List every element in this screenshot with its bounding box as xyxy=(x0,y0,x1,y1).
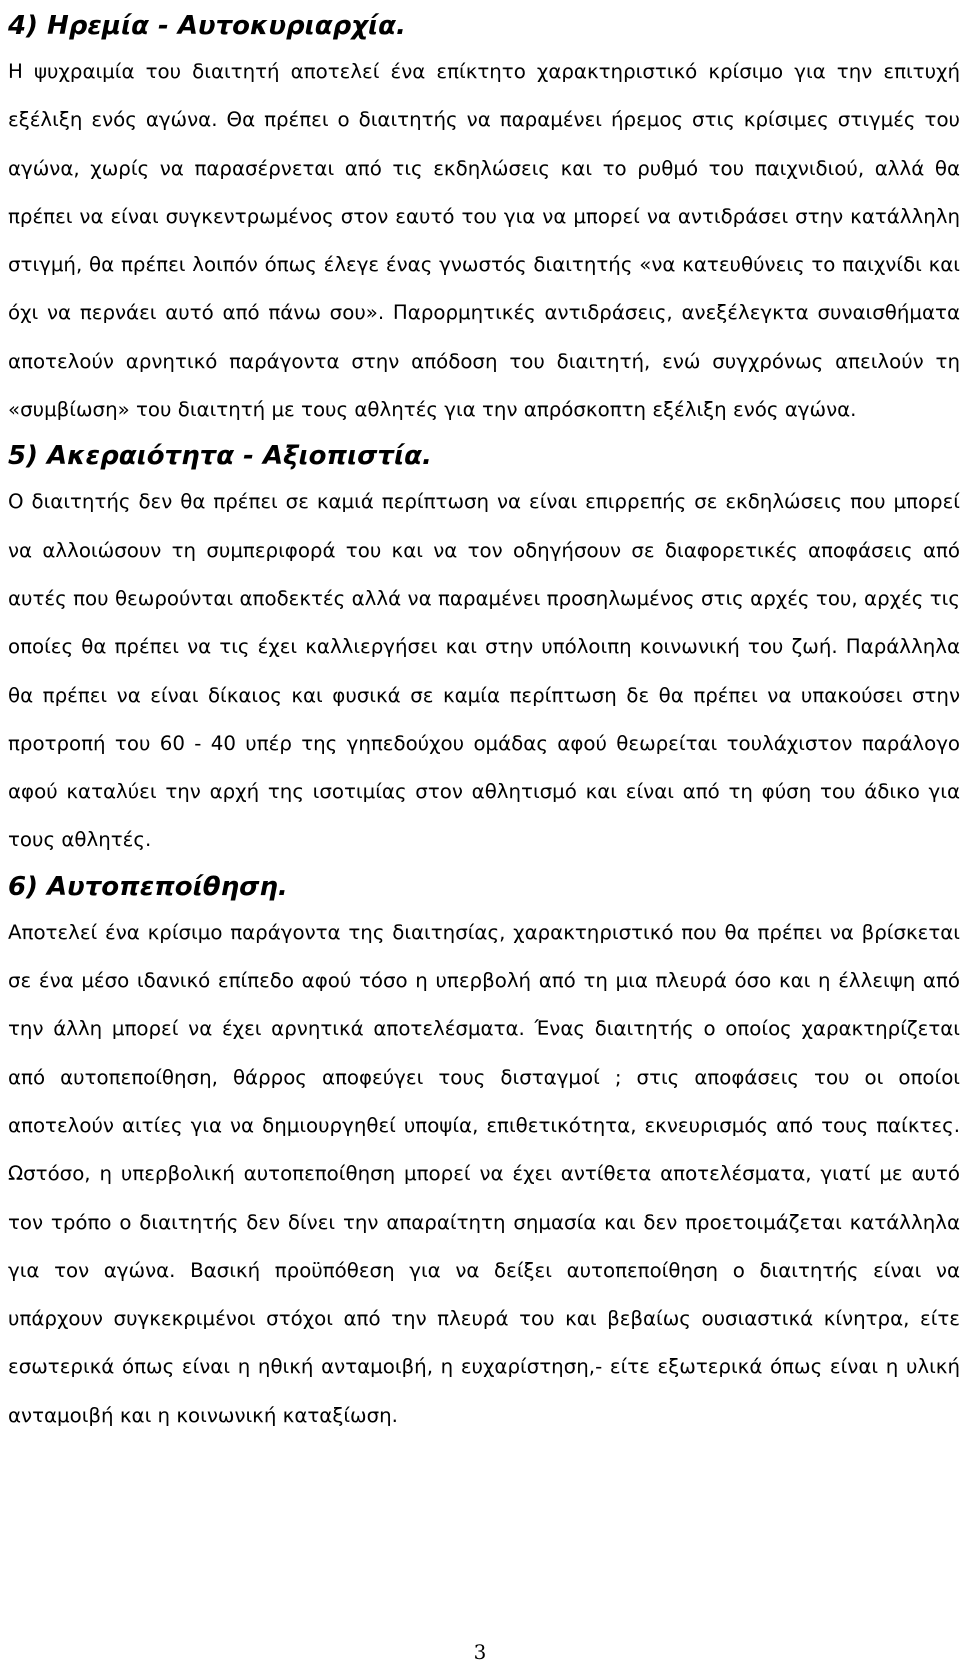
section-paragraph-6: Αποτελεί ένα κρίσιμο παράγοντα της διαιτησίας, χαρακτηριστικό που θα πρέπει να βρίσκεται σε ένα μέσο ιδανικό επίπεδο αφού τόσο η υπερβολή από τη μια πλευρά όσο και η έλλειψη από την άλλη μπορεί να έχει αρνητικά αποτελέσματα. Ένας διαιτητής ο οποίος χαρακτηρίζεται από αυτοπεποίθηση, θάρρος αποφεύγει τους δισταγμοί ; στις αποφάσεις του οι οποίοι αποτελούν αιτίες για να δημιουργηθεί υποψία, επιθετικότητα, εκνευρισμός από τους παίκτες. Ωστόσο, η υπερβολική αυτοπεποίθηση μπορεί να έχει αντίθετα αποτελέσματα, γιατί με αυτό τον τρόπο ο διαιτητής δεν δίνει την απαραίτητη σημασία και δεν προετοιμάζεται κατάλληλα για τον αγώνα. Βασική προϋπόθεση για να δείξει αυτοπεποίθηση ο διαιτητής είναι να υπάρχουν συγκεκριμένοι στόχοι από την πλευρά του και βεβαίως ουσιαστικά κίνητρα, είτε εσωτερικά όπως είναι η ηθική ανταμοιβή, η ευχαρίστηση,- είτε εξωτερικά όπως είναι η υλική ανταμοιβή και η κοινωνική καταξίωση. xyxy=(8,920,960,1427)
section-heading-6: 6) Αυτοπεποίθηση. xyxy=(8,871,288,902)
section-heading-4: 4) Ηρεμία - Αυτοκυριαρχία. xyxy=(8,11,406,41)
section-paragraph-4: Η ψυχραιμία του διαιτητή αποτελεί ένα επίκτητο χαρακτηριστικό κρίσιμο για την επιτυχή εξέλιξη ενός αγώνα. Θα πρέπει ο διαιτητής να παραμένει ήρεμος στις κρίσιμες στιγμές του αγώνα, χωρίς να παρασέρνεται από τις εκδηλώσεις και το ρυθμό του παιχνιδιού, αλλά θα πρέπει να είναι συγκεντρωμένος στον εαυτό του για να μπορεί να αντιδράσει στην κατάλληλη στιγμή, θα πρέπει λοιπόν όπως έλεγε ένας γνωστός διαιτητής «να κατευθύνεις το παιχνίδι και όχι να περνάει αυτό από πάνω σου». Παρορμητικές αντιδράσεις, ανεξέλεγκτα συναισθήματα αποτελούν αρνητικό παράγοντα στην απόδοση του διαιτητή, ενώ συγχρόνως απειλούν τη «συμβίωση» του διαιτητή με τους αθλητές για την απρόσκοπτη εξέλιξη ενός αγώνα. xyxy=(8,60,960,422)
section-heading-5: 5) Ακεραιότητα - Αξιοπιστία. xyxy=(8,441,432,472)
document-page xyxy=(8,4,960,1440)
section-paragraph-5: Ο διαιτητής δεν θα πρέπει σε καμιά περίπτωση να είναι επιρρεπής σε εκδηλώσεις που μπορεί να αλλοιώσουν τη συμπεριφορά του και να τον οδηγήσουν σε διαφορετικές αποφάσεις από αυτές που θεωρούνται αποδεκτές αλλά να παραμένει προσηλωμένος στις αρχές του, αρχές τις οποίες θα πρέπει να τις έχει καλλιεργήσει και στην υπόλοιπη κοινωνική του ζωή. Παράλληλα θα πρέπει να είναι δίκαιος και φυσικά σε καμία περίπτωση δε θα πρέπει να υπακούσει στην προτροπή του 60 - 40 υπέρ της γηπεδούχου ομάδας αφού θεωρείται τουλάχιστον παράλογο αφού καταλύει την αρχή της ισοτιμίας στον αθλητισμό και είναι από τη φύση του άδικο για τους αθλητές. xyxy=(8,490,960,852)
page-number: 3 xyxy=(473,1640,487,1664)
